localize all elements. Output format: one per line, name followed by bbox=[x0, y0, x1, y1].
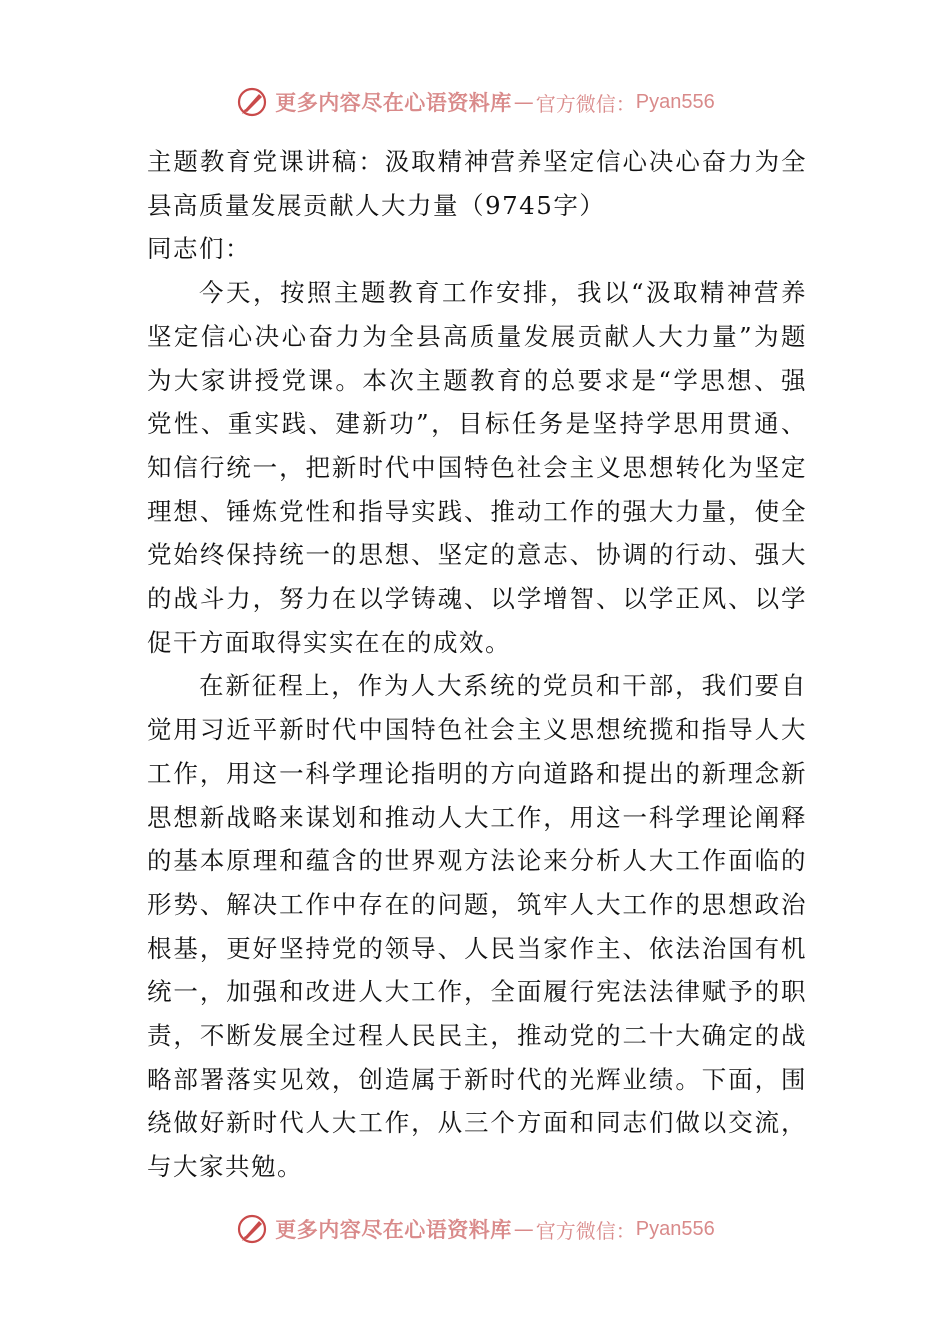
salutation: 同志们： bbox=[147, 234, 251, 264]
banner-official-label: 官方微信： bbox=[535, 91, 636, 116]
header-watermark-banner bbox=[0, 82, 950, 122]
banner-text: 更多内容尽在心语资料库 bbox=[275, 90, 512, 115]
document-body bbox=[147, 140, 807, 1189]
paragraph-2: 在新征程上，作为人大系统的党员和干部，我们要自觉用习近平新时代中国特色社会主义思想统揽和指导人大工作，用这一科学理论指明的方向道路和提出的新理念新思想新战略来谋划和推动人大工作，用这一科学理论阐释的基本原理和蕴含的世界观方法论来分析人大工作面临的形势、解决工作中存在的问题，筑牢人大工作的思想政治根基，更好坚持党的领导、人民当家作主、依法治国有机统一，加强和改进人大工作，全面履行宪法法律赋予的职责，不断发展全过程人民民主，推动党的二十大确定的战略部署落实见效，创造属于新时代的光辉业绩。下面，围绕做好新时代人大工作，从三个方面和同志们做以交流，与大家共勉。 bbox=[147, 671, 807, 1182]
banner-wechat-id: Pyan556 bbox=[635, 1217, 715, 1240]
banner-text: 更多内容尽在心语资料库 bbox=[275, 1217, 512, 1242]
footer-watermark-banner bbox=[0, 1209, 950, 1249]
banner-separator: — bbox=[513, 90, 534, 114]
document-title: 主题教育党课讲稿：汲取精神营养坚定信心决心奋力为全县高质量发展贡献人大力量（9745字） bbox=[147, 147, 807, 220]
banner-separator: — bbox=[513, 1217, 534, 1241]
paragraph-1: 今天，按照主题教育工作安排，我以“汲取精神营养坚定信心决心奋力为全县高质量发展贡献人大力量”为题为大家讲授党课。本次主题教育的总要求是“学思想、强党性、重实践、建新功”，目标任务是坚持学思用贯通、知信行统一，把新时代中国特色社会主义思想转化为坚定理想、锤炼党性和指导实践、推动工作的强大力量，使全党始终保持统一的思想、坚定的意志、协调的行动、强大的战斗力，努力在以学铸魂、以学增智、以学正风、以学促干方面取得实实在在的成效。 bbox=[147, 278, 807, 657]
quill-pen-logo-icon bbox=[235, 85, 269, 119]
banner-wechat-id: Pyan556 bbox=[635, 90, 715, 113]
quill-pen-logo-icon bbox=[235, 1212, 269, 1246]
banner-official-label: 官方微信： bbox=[535, 1218, 636, 1243]
